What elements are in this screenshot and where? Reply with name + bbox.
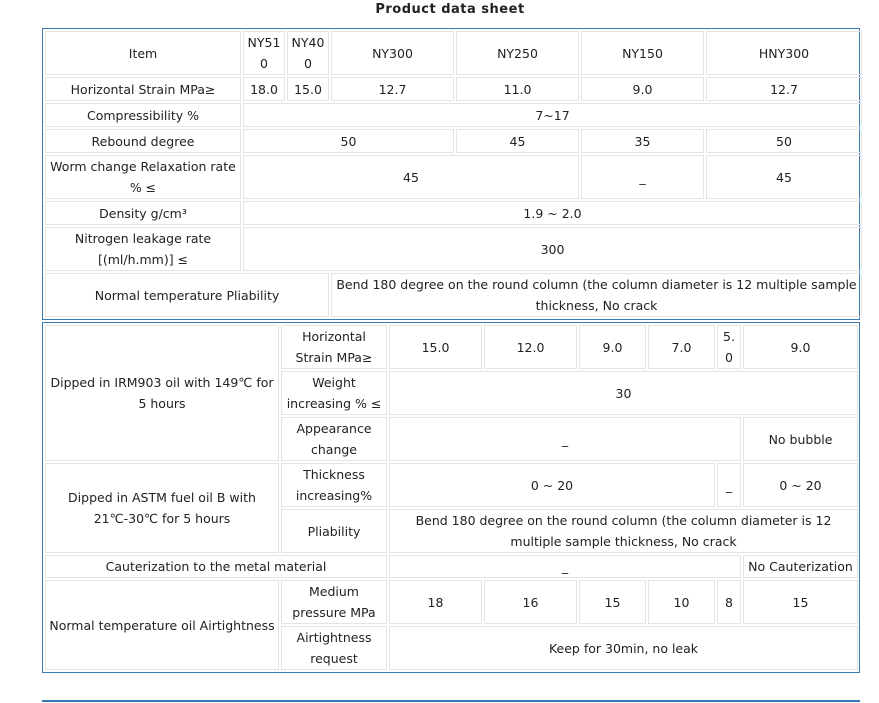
- row-label: Appearance change: [281, 417, 387, 461]
- row-label: Pliability: [281, 509, 387, 553]
- cell-value: 7.0: [648, 325, 715, 369]
- cell-value: _: [581, 155, 704, 199]
- table-row: [45, 103, 862, 127]
- cell-value: 1.9 ~ 2.0: [243, 201, 862, 225]
- cell-value: No Cauterization: [743, 555, 858, 578]
- group-label: Dipped in IRM903 oil with 149℃ for 5 hours: [45, 325, 279, 461]
- cell-value: 15.0: [389, 325, 482, 369]
- header-ny510: NY510: [243, 31, 285, 75]
- row-label: Airtightness request: [281, 626, 387, 670]
- table-row: [45, 31, 862, 75]
- cell-value: No bubble: [743, 417, 858, 461]
- cell-value: 15: [579, 580, 646, 624]
- cell-value: 300: [243, 227, 862, 271]
- table-row: [45, 155, 862, 199]
- cell-value: Keep for 30min, no leak: [389, 626, 858, 670]
- cell-value: _: [389, 417, 741, 461]
- cell-value: Bend 180 degree on the round column (the column diameter is 12 multiple sample thickness, No crack: [331, 273, 862, 317]
- row-label: Density g/cm³: [45, 201, 241, 225]
- row-label: Medium pressure MPa: [281, 580, 387, 624]
- header-ny150: NY150: [581, 31, 704, 75]
- header-ny250: NY250: [456, 31, 579, 75]
- group-label: Normal temperature oil Airtightness: [45, 580, 279, 670]
- row-label: Horizontal Strain MPa≥: [281, 325, 387, 369]
- cell-value: 12.7: [331, 77, 454, 101]
- cell-value: 7~17: [243, 103, 862, 127]
- group-label: Dipped in ASTM fuel oil B with 21℃-30℃ for 5 hours: [45, 463, 279, 553]
- cell-value: 10: [648, 580, 715, 624]
- cell-value: 12.7: [706, 77, 862, 101]
- cell-value: 15.0: [287, 77, 329, 101]
- table-row: [45, 129, 862, 153]
- cell-value: 50: [243, 129, 454, 153]
- cell-value: 0 ~ 20: [389, 463, 715, 507]
- header-ny300: NY300: [331, 31, 454, 75]
- cell-value: 30: [389, 371, 858, 415]
- cell-value: 11.0: [456, 77, 579, 101]
- table-row: [45, 77, 862, 101]
- row-label: Nitrogen leakage rate [(ml/h.mm)] ≤: [45, 227, 241, 271]
- cell-value: _: [717, 463, 741, 507]
- cell-value: 0 ~ 20: [743, 463, 858, 507]
- cell-value: _: [389, 555, 741, 578]
- page-title: Product data sheet: [375, 2, 525, 17]
- table-row: [45, 273, 862, 317]
- cell-value: 15: [743, 580, 858, 624]
- cell-value: 16: [484, 580, 577, 624]
- cell-value: 45: [243, 155, 579, 199]
- cell-value: 45: [706, 155, 862, 199]
- header-hny300: HNY300: [706, 31, 862, 75]
- table-row: [45, 555, 858, 578]
- row-label: Thickness increasing%: [281, 463, 387, 507]
- cell-value: 5.0: [717, 325, 741, 369]
- row-label: Normal temperature Pliability: [45, 273, 329, 317]
- divider: [42, 700, 860, 702]
- cell-value: 9.0: [743, 325, 858, 369]
- row-label: Rebound degree: [45, 129, 241, 153]
- cell-value: 9.0: [579, 325, 646, 369]
- row-label: Horizontal Strain MPa≥: [45, 77, 241, 101]
- table-row: [45, 463, 858, 507]
- cell-value: 18: [389, 580, 482, 624]
- cell-value: 50: [706, 129, 862, 153]
- row-label: Worm change Relaxation rate % ≤: [45, 155, 241, 199]
- cell-value: 18.0: [243, 77, 285, 101]
- row-label: Compressibility %: [45, 103, 241, 127]
- cell-value: 45: [456, 129, 579, 153]
- table-row: [45, 325, 858, 369]
- row-label: Cauterization to the metal material: [45, 555, 387, 578]
- cell-value: 8: [717, 580, 741, 624]
- cell-value: 35: [581, 129, 704, 153]
- cell-value: 9.0: [581, 77, 704, 101]
- header-item: Item: [45, 31, 241, 75]
- header-ny400: NY400: [287, 31, 329, 75]
- product-table-2: [42, 322, 860, 673]
- row-label: Weight increasing % ≤: [281, 371, 387, 415]
- cell-value: 12.0: [484, 325, 577, 369]
- product-table-1: [42, 28, 860, 320]
- table-row: [45, 201, 862, 225]
- cell-value: Bend 180 degree on the round column (the column diameter is 12 multiple sample thickness, No crack: [389, 509, 858, 553]
- table-row: [45, 580, 858, 624]
- table-row: [45, 227, 862, 271]
